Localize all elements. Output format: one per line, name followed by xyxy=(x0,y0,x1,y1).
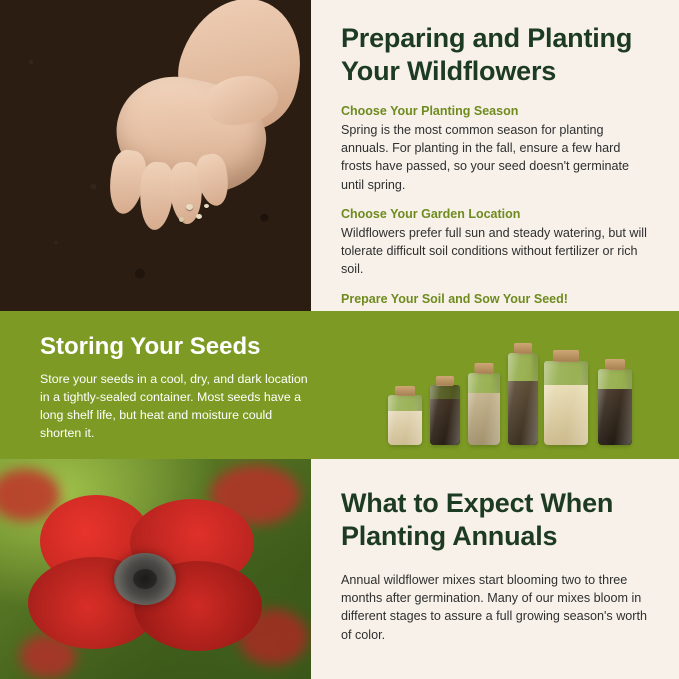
hand-illustration xyxy=(86,18,301,233)
glass-highlight xyxy=(508,353,538,445)
seed-dot xyxy=(186,204,193,210)
seed-dot xyxy=(204,204,209,208)
body-storing-seeds: Store your seeds in a cool, dry, and dark location in a tightly-sealed container. Most seeds have a long shelf life, but heat and moisture could shorten it. xyxy=(40,372,308,440)
body-what-to-expect: Annual wildflower mixes start blooming two to three months after germination. Many of our mixes bloom in different stages to assure a full growing season's worth of color. xyxy=(341,572,647,642)
glass-highlight xyxy=(388,395,422,445)
seed-jar xyxy=(468,373,500,445)
storing-text-column xyxy=(0,311,330,459)
glass-highlight xyxy=(598,369,632,445)
body-garden-location: Wildflowers prefer full sun and steady watering, but will tolerate difficult soil conditions without fertilizer or rich soil. xyxy=(341,225,647,277)
poppy-flower xyxy=(22,495,272,655)
what-to-expect-text-column xyxy=(311,459,679,679)
section-what-to-expect xyxy=(0,459,679,679)
seed-jar xyxy=(388,395,422,445)
glass-highlight xyxy=(544,361,588,445)
section-preparing-and-planting xyxy=(0,0,679,311)
subheading-garden-location: Choose Your Garden Location xyxy=(341,206,521,221)
body-planting-season: Spring is the most common season for planting annuals. For planting in the fall, ensure a few hard frosts have passed, so your seed doesn't germinate until spring. xyxy=(341,122,630,192)
seed-jars-image xyxy=(330,311,679,459)
red-poppy-image xyxy=(0,459,311,679)
subheading-planting-season: Choose Your Planting Season xyxy=(341,103,519,118)
glass-highlight xyxy=(430,385,460,445)
seed-jar xyxy=(508,353,538,445)
subheading-prepare-soil: Prepare Your Soil and Sow Your Seed! xyxy=(341,291,568,306)
seed-jar xyxy=(598,369,632,445)
section-one-title: Preparing and Planting Your Wildflowers xyxy=(341,23,633,86)
preparing-text-column xyxy=(311,0,679,311)
seed-jar xyxy=(544,361,588,445)
seed-jar xyxy=(430,385,460,445)
seed-dot xyxy=(196,214,202,219)
section-two-title: Storing Your Seeds xyxy=(40,333,261,360)
section-three-title: What to Expect When Planting Annuals xyxy=(341,488,614,551)
section-storing-your-seeds xyxy=(0,311,679,459)
flower-ovary xyxy=(133,569,157,589)
glass-highlight xyxy=(468,373,500,445)
hand-sowing-seeds-image xyxy=(0,0,311,311)
seed-dot xyxy=(179,217,184,222)
